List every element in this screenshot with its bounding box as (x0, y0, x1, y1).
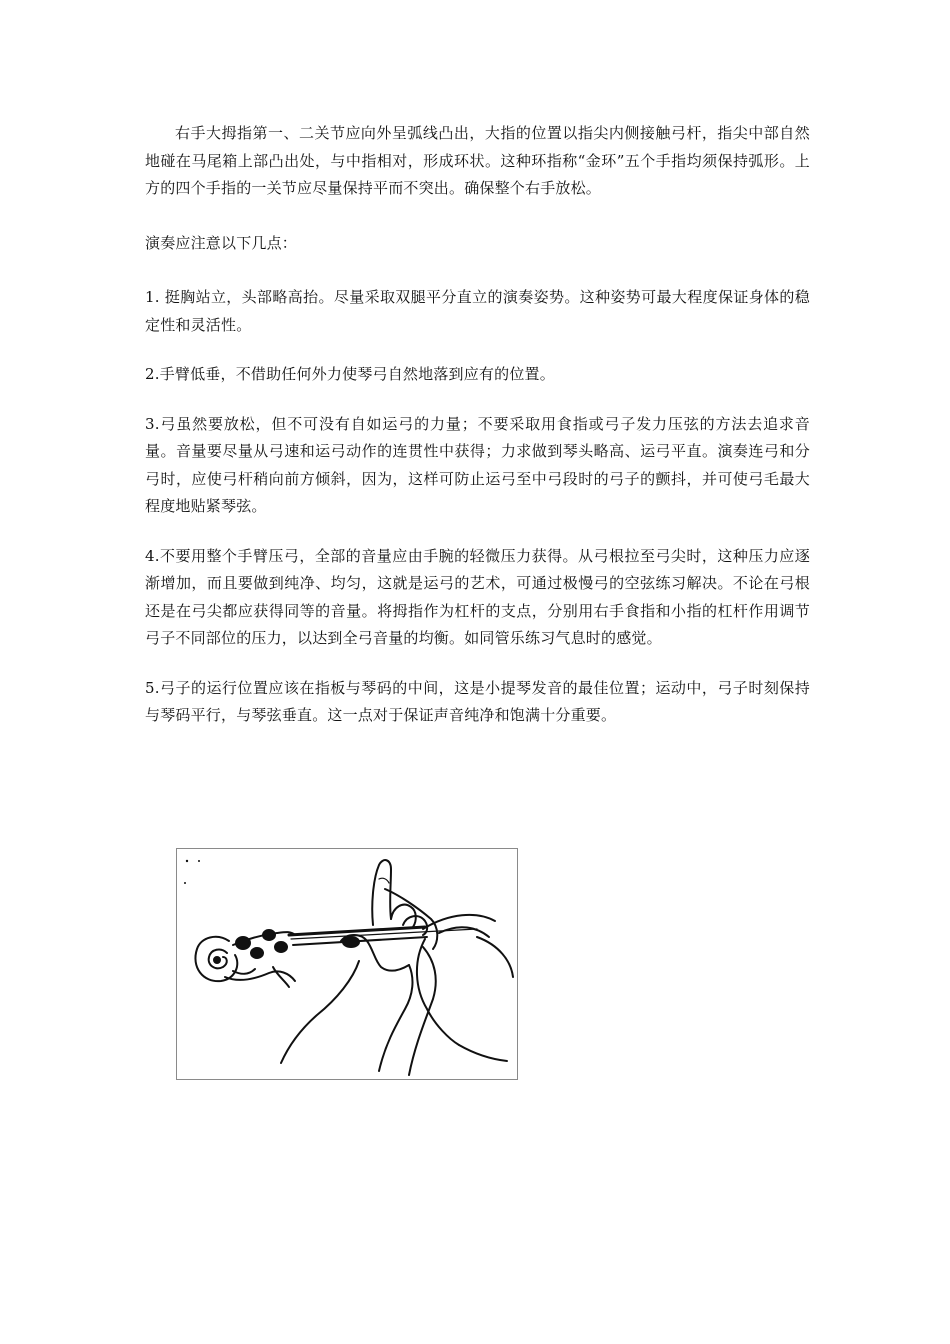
body-lower (459, 1045, 507, 1061)
peg-2 (251, 948, 263, 958)
peg-3 (263, 930, 275, 940)
thumb-nail (343, 937, 359, 947)
intro-paragraph: 右手大拇指第一、二关节应向外呈弧线凸出，大指的位置以指尖内侧接触弓杆，指尖中部自然地碰在马尾箱上部凸出处，与中指相对，形成环状。这种环指称“金环”五个手指均须保持弧形。上方的四个手指的一关节应尽量保持平而不突出。确保整个右手放松。 (145, 124, 810, 197)
note-item-4: 4.不要用整个手臂压弓，全部的音量应由手腕的轻微压力获得。从弓根拉至弓尖时，这种压力应逐渐增加，而且要做到纯净、均匀，这就是运弓的艺术，可通过极慢弓的空弦练习解决。不论在弓根还是在弓尖都应获得同等的音量。将拇指作为杠杆的支点，分别用右手食指和小指的杠杆作用调节弓子不同部位的压力，以达到全弓音量的均衡。如同管乐练习气息时的感觉。 (145, 546, 810, 647)
note-item-1: 1. 挺胸站立，头部略高抬。尽量采取双腿平分直立的演奏姿势。这种姿势可最大程度保证身体的稳定性和灵活性。 (145, 288, 810, 334)
scroll-eye (214, 957, 220, 963)
body-curve (417, 939, 459, 1045)
violin-hand-illustration (176, 848, 518, 1080)
peg-4 (275, 942, 287, 952)
finger-index (372, 860, 391, 925)
peg-1 (236, 937, 250, 949)
document-body (145, 120, 810, 730)
wrist-lower (409, 947, 436, 1075)
palm-lower (281, 961, 359, 1063)
notes-heading: 演奏应注意以下几点： (145, 233, 298, 252)
note-item-3: 3.弓虽然要放松，但不可没有自如运弓的力量；不要采取用食指或弓子发力压弦的方法去追求音量。音量要尽量从弓速和运弓动作的连贯性中获得；力求做到琴头略高、运弓平直。演奏连弓和分弓时，应使弓杆稍向前方倾斜，因为，这样可防止运弓至中弓段时的弓子的颤抖，并可使弓毛最大程度地贴紧琴弦。 (145, 414, 810, 515)
neck-top (289, 927, 425, 935)
note-item-2: 2.手臂低垂，不借助任何外力使琴弓自然地落到应有的位置。 (145, 365, 555, 383)
violin-scroll-hand-drawing (177, 849, 517, 1079)
note-item-5: 5.弓子的运行位置应该在指板与琴码的中间，这是小提琴发音的最佳位置；运动中，弓子时刻保持与琴码平行，与琴弦垂直。这一点对于保证声音纯净和饱满十分重要。 (145, 678, 810, 724)
wrist-upper (379, 965, 412, 1071)
